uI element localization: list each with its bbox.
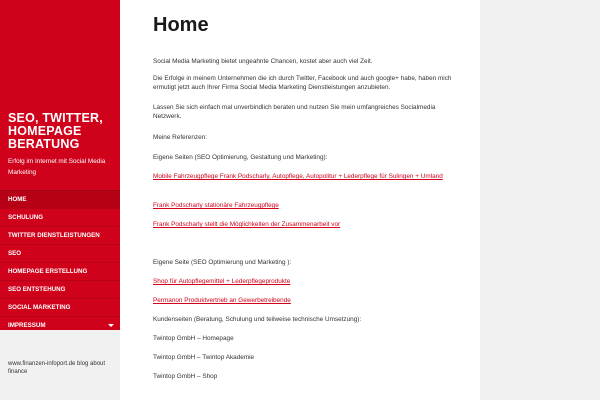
nav-item-label: SCHULUNG <box>8 214 44 221</box>
reference-link[interactable]: Mobile Fahrzeugpflege Frank Podscharly, Autopflege, Autopolitur + Lederpflege für Sulingen + Umland <box>153 173 443 180</box>
page-title: Home <box>153 14 209 36</box>
reference-link[interactable]: Frank Podscharly stellt die Möglichkeiten der Zusammenarbeit vor <box>153 221 341 228</box>
site-title[interactable]: SEO, TWITTER, HOMEPAGE BERATUNG <box>8 111 103 151</box>
paragraph: Eigene Seiten (SEO Optimierung, Gestaltung und Marketing): <box>153 154 328 161</box>
site-description: Erfolg im Internet mit Social Media Marketing <box>8 158 106 176</box>
nav-item-label: SEO <box>8 250 22 257</box>
nav-item-twitter-dienstleistungen[interactable] <box>0 226 120 244</box>
sidebar <box>0 0 120 400</box>
nav-item-schulung[interactable] <box>0 208 120 226</box>
nav-item-label: HOME <box>8 196 27 203</box>
chevron-down-icon[interactable] <box>108 324 114 327</box>
paragraph: Eigene Seite (SEO Optimierung und Marketing ): <box>153 259 292 266</box>
nav-item-label: IMPRESSUM <box>8 322 46 329</box>
nav-item-label: SOCIAL MARKETING <box>8 304 71 311</box>
paragraph: Lassen Sie sich einfach mal unverbindlich beraten und nutzen Sie mein umfangreiches Socialmedia Netzwerk. <box>153 104 436 120</box>
nav-item-homepage-erstellung[interactable] <box>0 262 120 280</box>
sidebar-footer-link[interactable]: www.finanzen-infoport.de blog about finance <box>8 361 106 375</box>
main-content <box>120 0 480 400</box>
client-item: Twintop GmbH – Homepage <box>153 335 234 342</box>
nav-item-home[interactable] <box>0 190 120 208</box>
paragraph: Kundenseiten (Beratung, Schulung und teilweise technische Umsetzung): <box>153 316 362 323</box>
nav-item-label: HOMEPAGE ERSTELLUNG <box>8 268 88 275</box>
sidebar-header <box>0 0 120 330</box>
reference-link[interactable]: Permanon Produktvertrieb an Gewerbetreibende <box>153 297 291 304</box>
paragraph: Meine Referenzen: <box>153 134 207 141</box>
nav-item-seo[interactable] <box>0 244 120 262</box>
client-item: Twintop GmbH – Shop <box>153 373 218 380</box>
nav-item-impressum[interactable] <box>0 316 120 334</box>
right-background <box>480 0 600 400</box>
nav-item-label: TWITTER DIENSTLEISTUNGEN <box>8 232 100 239</box>
reference-link[interactable]: Frank Podscharly stationäre Fahrzeugpflege <box>153 202 279 209</box>
client-item: Twintop GmbH – Twintop Akademie <box>153 354 255 361</box>
main-navigation <box>0 190 120 334</box>
paragraph: Social Media Marketing bietet ungeahnte Chancen, kostet aber auch viel Zeit. <box>153 58 373 65</box>
nav-item-seo-entstehung[interactable] <box>0 280 120 298</box>
nav-item-social-marketing[interactable] <box>0 298 120 316</box>
reference-link[interactable]: Shop für Autopflegemittel + Lederpflegeprodukte <box>153 278 291 285</box>
nav-item-label: SEO ENTSTEHUNG <box>8 286 66 293</box>
paragraph: Die Erfolge in meinem Unternehmen die ich durch Twitter, Facebook und auch google+ habe, haben mich ermutigt jetzt auch Ihrer Firma Social Media Marketing Dienstleistungen anzubieten. <box>153 75 452 91</box>
